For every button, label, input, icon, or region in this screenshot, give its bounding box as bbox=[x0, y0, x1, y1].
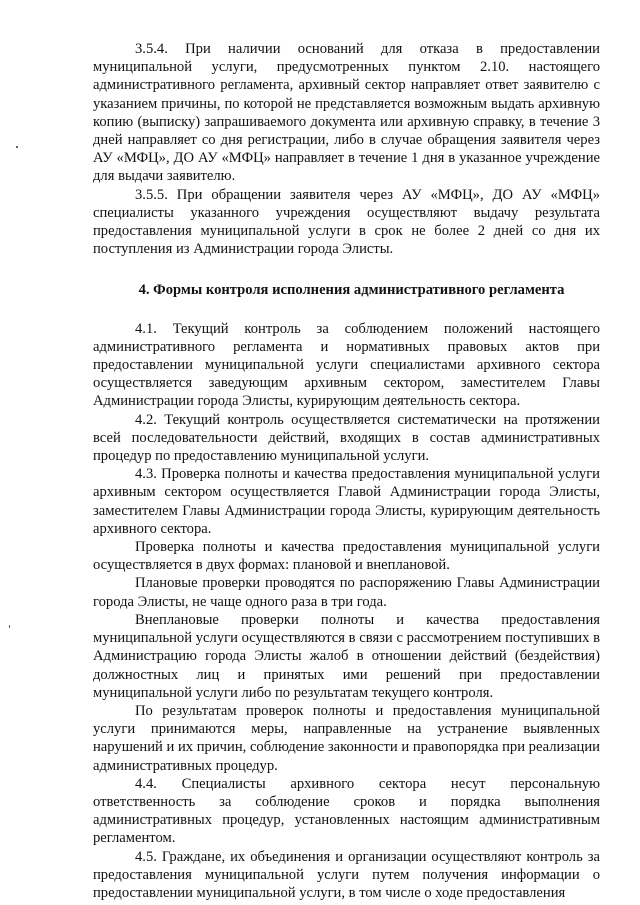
paragraph-3-5-5: 3.5.5. При обращении заявителя через АУ «МФЦ», ДО АУ «МФЦ» специалисты указанного учреждения осуществляют выдачу результата предоставления муниципальной услуги в срок не более 2 дней со дня их поступления из Администрации города Элисты. bbox=[93, 186, 600, 258]
section-4-heading: 4. Формы контроля исполнения административного регламента bbox=[138, 282, 565, 299]
scan-speck bbox=[9, 625, 10, 628]
scan-speck bbox=[16, 146, 18, 148]
paragraph-4-2: 4.2. Текущий контроль осуществляется систематически на протяжении всей последовательности действий, входящих в состав административных процедур по предоставлению муниципальной услуги. bbox=[93, 411, 600, 465]
document-page bbox=[93, 40, 600, 902]
paragraph-4-4: 4.4. Специалисты архивного сектора несут персональную ответственность за соблюдение сроков и порядка выполнения административных процедур, установленных настоящим административным регламентом. bbox=[93, 775, 600, 847]
paragraph-4-1: 4.1. Текущий контроль за соблюдением положений настоящего административного регламента и нормативных правовых актов при предоставлении муниципальной услуги специалистами архивного сектора осуществляется заведующим архивным сектором, заместителем Главы Администрации города Элисты, курирующим деятельность сектора. bbox=[93, 320, 600, 410]
paragraph-check-results: По результатам проверок полноты и предоставления муниципальной услуги принимаются меры, направленные на устранение выявленных нарушений и их причин, соблюдение законности и правопорядка при реализации административных процедур. bbox=[93, 702, 600, 774]
paragraph-planned-checks: Плановые проверки проводятся по распоряжению Главы Администрации города Элисты, не чаще одного раза в три года. bbox=[93, 575, 600, 610]
paragraph-control-forms: Проверка полноты и качества предоставления муниципальной услуги осуществляется в двух формах: плановой и внеплановой. bbox=[93, 539, 600, 574]
paragraph-3-5-4: 3.5.4. При наличии оснований для отказа в предоставлении муниципальной услуги, предусмотренных пунктом 2.10. настоящего административного регламента, архивный сектор направляет ответ заявителю с указанием причины, по которой не представляется возможным выдать архивную копию (выписку) запрашиваемого документа или архивную справку, в течение 3 дней направляет со дня регистрации, либо в случае обращения заявителя через АУ «МФЦ», ДО АУ «МФЦ» направляет в течение 1 дня в указанное учреждение для выдачи заявителю. bbox=[93, 41, 600, 185]
paragraph-4-3: 4.3. Проверка полноты и качества предоставления муниципальной услуги архивным сектором осуществляется Главой Администрации города Элисты, заместителем Главы Администрации города Элисты, курирующим деятельность архивного сектора. bbox=[93, 466, 600, 537]
paragraph-unplanned-checks: Внеплановые проверки полноты и качества предоставления муниципальной услуги осуществляются в связи с рассмотрением поступивших в Администрацию города Элисты жалоб в отношении действий (бездействия) должностных лиц и принятых ими решений при предоставлении муниципальной услуги либо по результатам текущего контроля. bbox=[93, 611, 600, 701]
paragraph-4-5: 4.5. Граждане, их объединения и организации осуществляют контроль за предоставления муниципальной услуги путем получения информации о предоставлении муниципальной услуги, в том числе о ходе предоставления bbox=[93, 848, 600, 901]
